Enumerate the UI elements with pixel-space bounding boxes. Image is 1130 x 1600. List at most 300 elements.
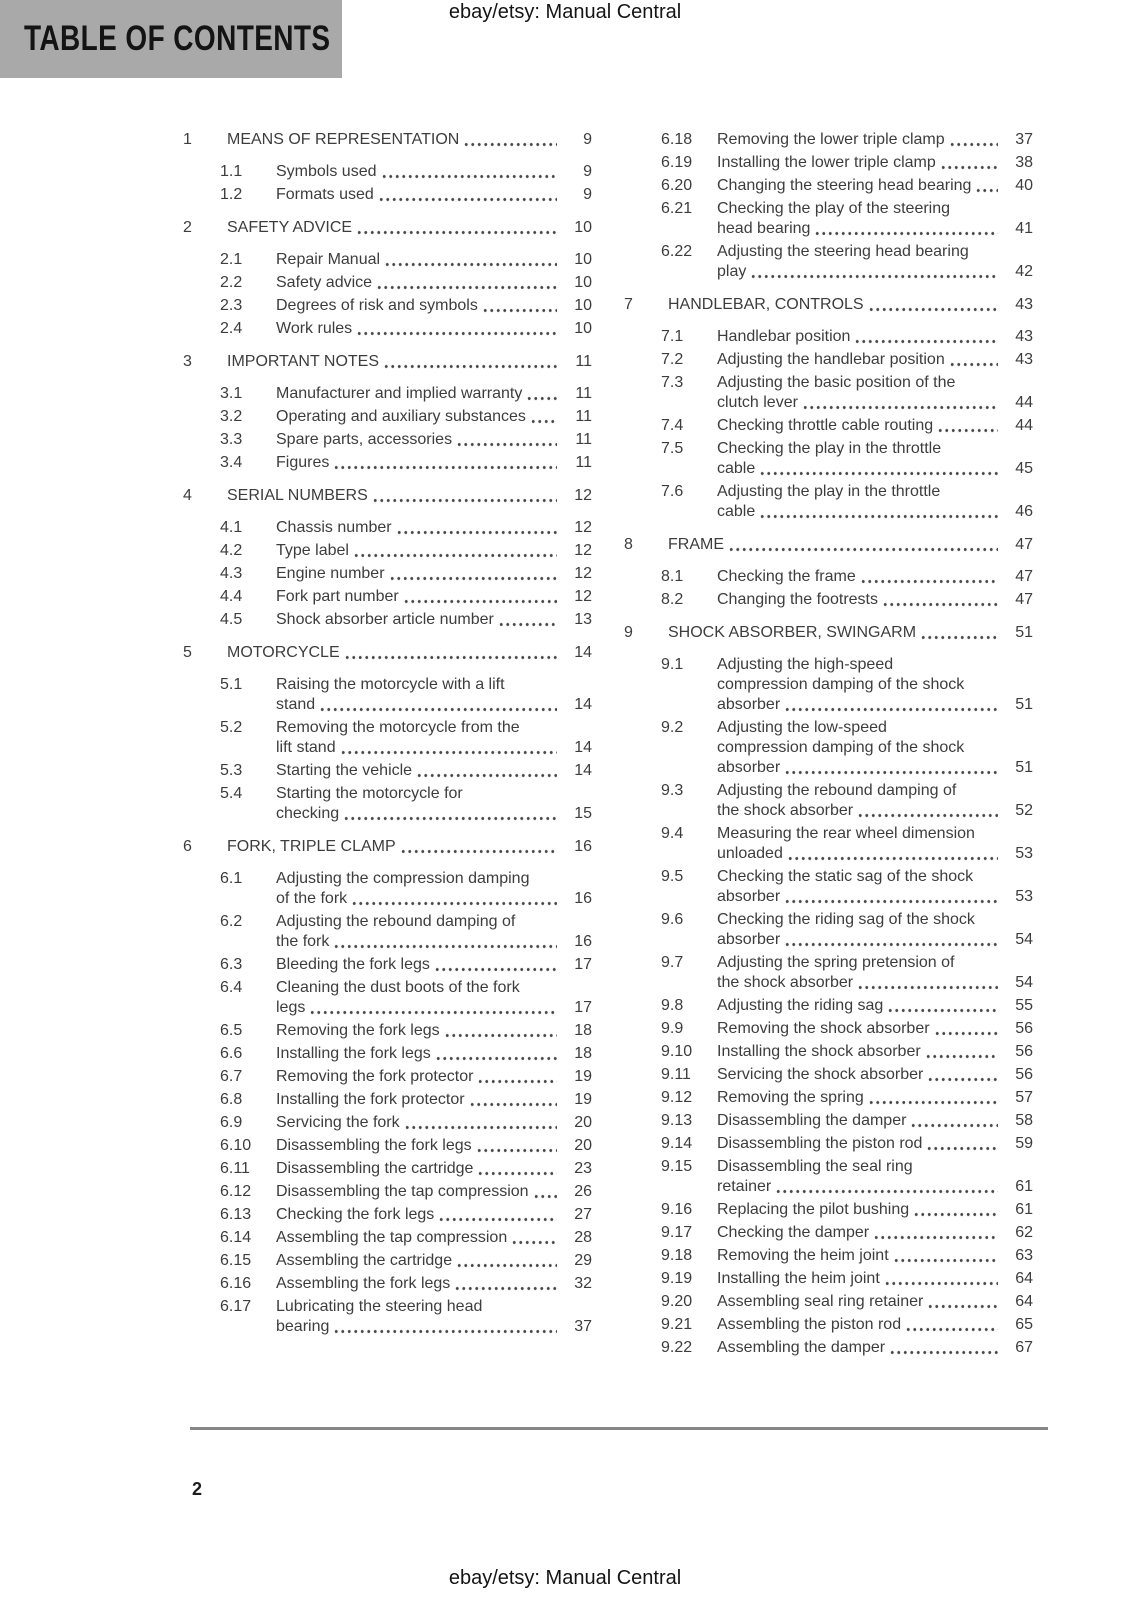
toc-entry-row [220,610,592,630]
toc-entry-page: 12 [574,588,592,605]
dot-leader [438,1205,557,1225]
toc-title-line: Fork part number [276,588,399,605]
toc-entry-number: 9.20 [661,1293,693,1310]
toc-entry-page: 9 [583,186,592,203]
toc-title-line: absorber [717,931,781,948]
toc-entry-row [661,350,1033,370]
toc-entry-page: 12 [574,565,592,582]
toc-entry-title [227,486,560,506]
toc-entry-page: 10 [574,251,592,268]
toc-entry-number: 5.3 [220,762,243,779]
toc-entry-title [717,176,1001,196]
toc-entry-row [661,590,1033,610]
toc-entry-number: 4.1 [220,519,243,536]
toc-entry-page: 32 [574,1275,592,1292]
dot-leader [416,761,557,781]
toc-entry-page: 43 [1015,296,1033,313]
toc-section-row [624,535,1033,555]
toc-entry-page: 16 [574,933,592,950]
toc-entry-page: 43 [1015,328,1033,345]
toc-entry-page: 17 [574,999,592,1016]
dot-leader [927,1065,998,1085]
toc-title-line: unloaded [717,845,783,862]
toc-title-line: Assembling the tap compression [276,1229,508,1246]
toc-entry-page: 64 [1015,1270,1033,1287]
toc-title-line: Repair Manual [276,251,381,268]
dot-leader [372,486,557,506]
toc-entry-row [220,1274,592,1294]
toc-entry-number: 7.4 [661,417,684,434]
dot-leader [905,1315,998,1335]
dot-leader [343,804,557,824]
toc-title-line: checking [276,805,340,822]
toc-title-line: Adjusting the compression damping [276,870,530,887]
toc-entry-title [276,869,560,909]
toc-entry-number: 4 [183,487,192,504]
toc-entry-row [220,978,592,1018]
toc-entry-page: 56 [1015,1020,1033,1037]
toc-title-line: Adjusting the high-speed [717,656,894,673]
toc-entry-page: 19 [574,1068,592,1085]
toc-title-line: clutch lever [717,394,798,411]
toc-entry-title [276,319,560,339]
toc-section-row [183,130,592,150]
toc-title-line: absorber [717,888,781,905]
dot-leader [356,319,557,339]
toc-entry-page: 54 [1015,931,1033,948]
dot-leader [351,889,557,909]
toc-entry-row [661,1157,1033,1197]
toc-entry-number: 9.7 [661,954,684,971]
toc-entry-number: 6.22 [661,243,693,260]
toc-title-line: the shock absorber [717,974,854,991]
toc-title-line: IMPORTANT NOTES [227,353,380,370]
toc-entry-number: 5.4 [220,785,243,802]
toc-entry-number: 4.5 [220,611,243,628]
toc-entry-page: 54 [1015,974,1033,991]
dot-leader [309,998,557,1018]
toc-entry-number: 6.11 [220,1160,250,1177]
toc-entry-title [717,416,1001,436]
toc-entry-page: 57 [1015,1089,1033,1106]
toc-entry-page: 13 [574,611,592,628]
toc-entry-page: 12 [574,519,592,536]
toc-entry-page: 56 [1015,1043,1033,1060]
dot-leader [937,416,998,436]
toc-entry-row [661,1200,1033,1220]
toc-entry-number: 9.2 [661,719,684,736]
toc-entry-title [717,953,1001,993]
toc-entry-row [661,1338,1033,1358]
toc-entry-page: 61 [1015,1201,1033,1218]
toc-entry-number: 6.19 [661,154,693,171]
toc-title-line: HANDLEBAR, CONTROLS [668,296,864,313]
toc-title-line: legs [276,999,306,1016]
toc-entry-page: 63 [1015,1247,1033,1264]
toc-entry-number: 2.3 [220,297,243,314]
dot-leader [860,567,998,587]
dot-leader [477,1159,557,1179]
toc-entry-page: 41 [1015,220,1033,237]
toc-entry-page: 9 [583,131,592,148]
toc-title-line: Removing the heim joint [717,1247,889,1264]
toc-entry-page: 53 [1015,888,1033,905]
toc-entry-row [220,1182,592,1202]
toc-entry-page: 56 [1015,1066,1033,1083]
dot-leader [376,273,557,293]
toc-entry-title [717,153,1001,173]
toc-entry-row [661,996,1033,1016]
toc-title-line: Assembling the damper [717,1339,886,1356]
toc-entry-title [717,1019,1001,1039]
toc-entry-number: 6.16 [220,1275,252,1292]
toc-entry-title [717,1292,1001,1312]
toc-entry-title [717,1269,1001,1289]
dot-leader [384,250,557,270]
toc-entry-title [717,1200,1001,1220]
toc-entry-title [717,1157,1001,1197]
toc-entry-page: 10 [574,320,592,337]
toc-entry-number: 9.3 [661,782,684,799]
toc-entry-page: 42 [1015,263,1033,280]
toc-entry-number: 7.2 [661,351,684,368]
toc-entry-title [717,867,1001,907]
toc-entry-page: 23 [574,1160,592,1177]
toc-title-line: Installing the shock absorber [717,1043,921,1060]
dot-leader [353,541,557,561]
toc-title-line: Cleaning the dust boots of the fork [276,979,520,996]
toc-title-line: Figures [276,454,330,471]
toc-title-line: Starting the motorcycle for [276,785,463,802]
toc-title-line: Removing the motorcycle from the [276,719,520,736]
toc-entry-number: 6.2 [220,913,243,930]
toc-entry-row [661,567,1033,587]
toc-title-line: Removing the spring [717,1089,864,1106]
toc-entry-title [276,453,560,473]
dot-leader [400,837,557,857]
toc-entry-title [717,996,1001,1016]
toc-title-line: Removing the fork legs [276,1022,440,1039]
toc-column-right [624,130,1033,1361]
toc-entry-row [220,761,592,781]
toc-title-line: Removing the fork protector [276,1068,474,1085]
toc-title-line: Checking the frame [717,568,856,585]
toc-entry-number: 9.5 [661,868,684,885]
toc-entry-row [220,1021,592,1041]
dot-leader [456,1251,557,1271]
toc-title-line: Starting the vehicle [276,762,413,779]
toc-entry-number: 5.1 [220,676,243,693]
toc-title-line: the shock absorber [717,802,854,819]
toc-entry-row [661,1042,1033,1062]
toc-entry-number: 6.13 [220,1206,252,1223]
toc-entry-row [661,910,1033,950]
dot-leader [940,153,998,173]
toc-title-line: Assembling the piston rod [717,1316,902,1333]
toc-title-line: FORK, TRIPLE CLAMP [227,838,396,855]
toc-entry-title [276,273,560,293]
toc-entry-number: 5.2 [220,719,243,736]
toc-entry-title [717,199,1001,239]
toc-entry-title [717,242,1001,282]
toc-section-row [183,837,592,857]
toc-entry-number: 9.4 [661,825,684,842]
page-title: TABLE OF CONTENTS [24,19,331,58]
toc-entry-title [227,837,560,857]
toc-title-line: Replacing the pilot bushing [717,1201,910,1218]
toc-entry-row [661,1111,1033,1131]
toc-entry-number: 4.3 [220,565,243,582]
toc-entry-number: 6.5 [220,1022,243,1039]
dot-leader [482,296,557,316]
dot-leader [868,1088,998,1108]
toc-entry-title [668,535,1001,555]
toc-entry-row [220,955,592,975]
toc-entry-title [717,1088,1001,1108]
toc-title-line: Raising the motorcycle with a lift [276,676,505,693]
dot-leader [750,262,998,282]
toc-entry-title [717,1338,1001,1358]
toc-entry-page: 47 [1015,536,1033,553]
toc-title-line: Adjusting the play in the throttle [717,483,941,500]
toc-entry-row [661,655,1033,715]
toc-entry-page: 20 [574,1137,592,1154]
toc-entry-number: 6.9 [220,1114,243,1131]
toc-entry-number: 9.19 [661,1270,693,1287]
toc-title-line: Changing the steering head bearing [717,177,972,194]
toc-title-line: the fork [276,933,330,950]
toc-entry-page: 16 [574,890,592,907]
toc-entry-page: 47 [1015,591,1033,608]
toc-entry-title [276,564,560,584]
toc-title-line: Adjusting the rebound damping of [276,913,516,930]
toc-entry-number: 6.10 [220,1137,252,1154]
dot-leader [814,219,998,239]
dot-leader [356,218,557,238]
toc-title-line: stand [276,696,316,713]
toc-entry-row [661,1065,1033,1085]
toc-entry-row [220,1297,592,1337]
toc-entry-number: 1.2 [220,186,243,203]
toc-entry-row [220,1044,592,1064]
toc-entry-page: 61 [1015,1178,1033,1195]
toc-entry-row [661,373,1033,413]
toc-title-line: Removing the shock absorber [717,1020,930,1037]
toc-entry-row [220,1205,592,1225]
toc-entry-row [220,162,592,182]
toc-entry-title [717,439,1001,479]
toc-entry-number: 8.1 [661,568,684,585]
toc-entry-number: 7.1 [661,328,684,345]
toc-entry-row [661,867,1033,907]
dot-leader [784,695,998,715]
toc-entry-title [227,218,560,238]
toc-entry-row [220,869,592,909]
toc-entry-page: 10 [574,297,592,314]
toc-title-line: Assembling the fork legs [276,1275,451,1292]
dot-leader [404,1113,557,1133]
toc-entry-page: 11 [575,353,592,370]
toc-entry-title [276,1251,560,1271]
toc-entry-row [661,153,1033,173]
toc-entry-title [276,518,560,538]
toc-title-line: Work rules [276,320,353,337]
toc-entry-title [276,675,560,715]
toc-title-line: Bleeding the fork legs [276,956,430,973]
dot-leader [396,518,557,538]
toc-entry-title [717,482,1001,522]
toc-entry-number: 6.3 [220,956,243,973]
dot-leader [926,1134,998,1154]
toc-entry-title [276,610,560,630]
toc-entry-page: 9 [583,163,592,180]
dot-leader [403,587,557,607]
toc-entry-title [276,912,560,952]
dot-leader [910,1111,998,1131]
toc-entry-row [661,416,1033,436]
toc-entry-title [276,1228,560,1248]
toc-entry-page: 14 [574,696,592,713]
dot-leader [882,590,998,610]
toc-entry-title [227,643,560,663]
dot-leader [340,738,557,758]
toc-entry-number: 3.2 [220,408,243,425]
toc-entry-page: 11 [575,408,592,425]
toc-entry-number: 6.15 [220,1252,252,1269]
toc-title-line: Lubricating the steering head [276,1298,483,1315]
toc-entry-title [276,384,560,404]
toc-entry-row [661,327,1033,347]
toc-title-line: absorber [717,696,781,713]
toc-entry-title [717,718,1001,778]
toc-section-row [183,352,592,372]
toc-title-line: Assembling the cartridge [276,1252,453,1269]
toc-title-line: MEANS OF REPRESENTATION [227,131,460,148]
toc-entry-number: 6.1 [220,870,243,887]
toc-entry-page: 12 [574,542,592,559]
toc-title-line: Disassembling the fork legs [276,1137,472,1154]
toc-title-line: Installing the fork legs [276,1045,431,1062]
dot-leader [775,1177,998,1197]
toc-entry-title [276,587,560,607]
dot-leader [893,1246,998,1266]
toc-entry-title [717,910,1001,950]
toc-entry-page: 52 [1015,802,1033,819]
dot-leader [927,1292,998,1312]
dot-leader [759,459,998,479]
toc-entry-page: 38 [1015,154,1033,171]
toc-entry-number: 6.14 [220,1229,252,1246]
toc-entry-page: 11 [575,385,592,402]
toc-entry-title [717,781,1001,821]
toc-entry-page: 47 [1015,568,1033,585]
toc-title-line: Spare parts, accessories [276,431,453,448]
toc-entry-page: 44 [1015,394,1033,411]
dot-leader [728,535,998,555]
toc-entry-number: 6.4 [220,979,243,996]
toc-title-line: Checking the fork legs [276,1206,435,1223]
toc-entry-title [717,1042,1001,1062]
dot-leader [759,502,998,522]
toc-entry-title [668,295,1001,315]
toc-entry-title [717,327,1001,347]
dot-leader [857,973,998,993]
toc-entry-title [276,1182,560,1202]
toc-entry-number: 9.14 [661,1135,693,1152]
toc-entry-number: 7 [624,296,633,313]
toc-entry-title [276,1297,560,1337]
toc-entry-row [661,1223,1033,1243]
toc-title-line: Disassembling the tap compression [276,1183,529,1200]
dot-leader [319,695,557,715]
toc-title-line: Manufacturer and implied warranty [276,385,523,402]
toc-entry-page: 64 [1015,1293,1033,1310]
toc-entry-title [276,761,560,781]
toc-entry-title [668,623,1001,643]
toc-entry-row [220,384,592,404]
toc-entry-number: 9.21 [661,1316,693,1333]
toc-entry-number: 9.13 [661,1112,693,1129]
toc-title-line: Adjusting the low-speed [717,719,887,736]
toc-column-left [183,130,592,1340]
toc-title-line: Handlebar position [717,328,851,345]
toc-entry-row [220,564,592,584]
toc-entry-page: 10 [574,274,592,291]
toc-entry-number: 9.15 [661,1158,693,1175]
dot-leader [469,1090,557,1110]
toc-title-line: Changing the footrests [717,591,878,608]
toc-entry-page: 62 [1015,1224,1033,1241]
dot-leader [333,453,557,473]
toc-entry-number: 2.2 [220,274,243,291]
toc-entry-page: 28 [574,1229,592,1246]
toc-entry-title [717,1065,1001,1085]
toc-entry-page: 59 [1015,1135,1033,1152]
toc-title-line: of the fork [276,890,348,907]
dot-leader [526,384,557,404]
toc-entry-row [220,250,592,270]
toc-entry-page: 17 [574,956,592,973]
footer-text: ebay/etsy: Manual Central [448,1567,682,1589]
toc-entry-row [661,242,1033,282]
toc-entry-title [276,1044,560,1064]
dot-leader [920,623,998,643]
toc-entry-row [661,824,1033,864]
toc-title-line: Checking the damper [717,1224,870,1241]
dot-leader [873,1223,998,1243]
toc-title-line: Disassembling the piston rod [717,1135,923,1152]
toc-entry-number: 9.9 [661,1020,684,1037]
toc-entry-row [661,1019,1033,1039]
toc-entry-page: 67 [1015,1339,1033,1356]
toc-entry-title [717,1111,1001,1131]
toc-section-row [624,623,1033,643]
toc-title-line: Servicing the shock absorber [717,1066,924,1083]
toc-entry-title [276,430,560,450]
toc-entry-page: 51 [1015,624,1033,641]
toc-entry-title [717,567,1001,587]
toc-entry-number: 6.6 [220,1045,243,1062]
toc-entry-page: 37 [574,1318,592,1335]
toc-entry-row [220,1251,592,1271]
toc-entry-title [276,407,560,427]
toc-title-line: Measuring the rear wheel dimension [717,825,975,842]
toc-entry-number: 9.17 [661,1224,693,1241]
toc-entry-page: 45 [1015,460,1033,477]
dot-leader [889,1338,998,1358]
toc-entry-row [220,1090,592,1110]
toc-entry-title [276,541,560,561]
